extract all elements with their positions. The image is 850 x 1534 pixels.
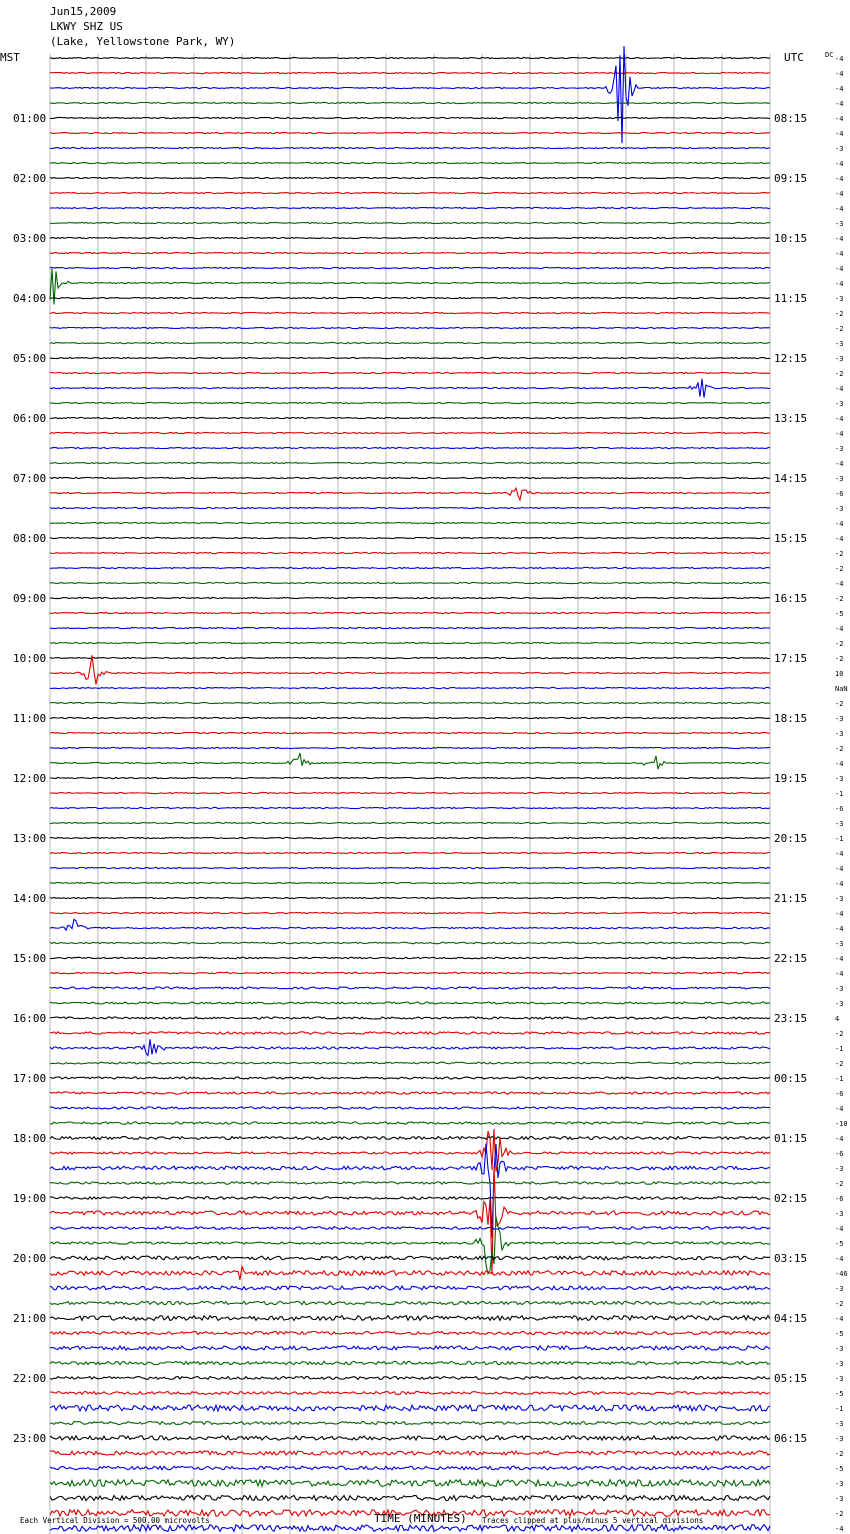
dc-offset-label: -4 (835, 265, 844, 273)
seismic-trace (50, 312, 770, 313)
mst-hour-label: 21:00 (13, 1312, 47, 1325)
seismic-trace (50, 222, 770, 223)
dc-offset-label: -3 (835, 145, 844, 153)
seismic-trace (50, 1301, 770, 1304)
dc-offset-label: -5 (835, 1240, 844, 1248)
seismic-trace (50, 1377, 770, 1380)
dc-offset-label: -3 (835, 295, 844, 303)
dc-offset-label: -4 (835, 175, 844, 183)
seismic-trace (50, 1346, 770, 1350)
dc-offset-label: -6 (835, 805, 844, 813)
seismic-trace (50, 1032, 770, 1034)
dc-offset-label: -3 (835, 985, 844, 993)
utc-hour-label: 18:15 (774, 712, 808, 725)
seismic-trace (50, 792, 770, 793)
dc-offset-label: -3 (835, 1210, 844, 1218)
dc-offset-label: -6 (835, 1090, 844, 1098)
seismic-trace (50, 432, 770, 433)
dc-offset-label: -2 (835, 325, 844, 333)
utc-hour-label: 06:15 (774, 1432, 808, 1445)
dc-offset-label: -2 (835, 655, 844, 663)
seismic-trace (50, 1480, 770, 1487)
mst-hour-label: 13:00 (13, 832, 47, 845)
dc-offset-label: -4 (835, 415, 844, 423)
mst-hour-label: 22:00 (13, 1372, 47, 1385)
dc-offset-label: -3 (835, 1375, 844, 1383)
seismic-trace (50, 267, 770, 268)
dc-offset-label: -4 (835, 925, 844, 933)
utc-hour-label: 23:15 (774, 1012, 808, 1025)
station-location: (Lake, Yellowstone Park, WY) (50, 35, 236, 48)
seismic-trace (50, 57, 770, 58)
seismic-trace (50, 687, 770, 688)
seismic-trace (50, 147, 770, 148)
seismic-trace (50, 1525, 770, 1532)
seismic-trace (50, 627, 770, 628)
seismic-trace (50, 1361, 770, 1364)
seismic-trace (50, 379, 770, 398)
seismic-trace (50, 717, 770, 718)
dc-offset-label: -4 (835, 580, 844, 588)
seismic-trace (50, 987, 770, 989)
utc-hour-label: 03:15 (774, 1252, 808, 1265)
seismic-trace (50, 1129, 770, 1172)
seismic-trace (50, 642, 770, 643)
seismic-trace (50, 837, 770, 838)
dc-offset-label: -2 (835, 595, 844, 603)
dc-offset-label: -3 (835, 715, 844, 723)
seismic-trace (50, 807, 770, 808)
utc-hour-label: 04:15 (774, 1312, 808, 1325)
seismic-trace (50, 972, 770, 974)
dc-offset-label: -4 (835, 280, 844, 288)
seismic-trace (50, 1332, 770, 1335)
seismic-trace (50, 1077, 770, 1079)
dc-offset-label: -1 (835, 1045, 844, 1053)
dc-offset-label: -2 (835, 700, 844, 708)
dc-offset-label: -5 (835, 610, 844, 618)
seismic-trace (50, 882, 770, 883)
mst-hour-label: 19:00 (13, 1192, 47, 1205)
dc-offset-label: -3 (835, 1480, 844, 1488)
seismic-trace (50, 72, 770, 73)
seismic-trace (50, 507, 770, 508)
dc-offset-label: -2 (835, 550, 844, 558)
station-code: LKWY SHZ US (50, 20, 123, 33)
seismic-trace (50, 1392, 770, 1395)
seismic-trace (50, 1144, 770, 1238)
dc-offset-label: -1 (835, 1405, 844, 1413)
utc-zone-label: UTC (784, 51, 804, 64)
seismic-trace (50, 597, 770, 598)
seismic-trace (50, 582, 770, 583)
seismic-trace (50, 777, 770, 778)
dc-offset-label: -2 (835, 1030, 844, 1038)
dc-offset-label: -4 (835, 115, 844, 123)
dc-offset-label: -2 (835, 1510, 844, 1518)
dc-offset-label: -5 (835, 1390, 844, 1398)
seismic-trace (50, 1466, 770, 1470)
dc-offset-label: -3 (835, 1165, 844, 1173)
dc-offset-label: -2 (835, 1180, 844, 1188)
seismic-trace (50, 867, 770, 868)
utc-hour-labels (774, 112, 807, 1445)
dc-offset-label: -4 (835, 910, 844, 918)
dc-offset-label: -2 (835, 1060, 844, 1068)
seismic-trace (50, 1286, 770, 1290)
dc-offset-label: 10 (835, 670, 844, 678)
dc-offset-label: -1 (835, 835, 844, 843)
dc-offset-label: -3 (835, 1345, 844, 1353)
seismic-trace (50, 1137, 770, 1140)
dc-offset-label: -4 (835, 85, 844, 93)
utc-hour-label: 02:15 (774, 1192, 808, 1205)
dc-offset-label: -4 (835, 205, 844, 213)
seismic-trace (50, 522, 770, 523)
dc-offset-label: -3 (835, 355, 844, 363)
seismic-trace (50, 237, 770, 238)
mst-hour-label: 23:00 (13, 1432, 47, 1445)
seismic-trace (50, 1451, 770, 1455)
seismic-trace (50, 447, 770, 448)
dc-offset-label: -3 (835, 1495, 844, 1503)
dc-offset-label: -3 (835, 475, 844, 483)
dc-offset-label: -4 (835, 1135, 844, 1143)
seismic-trace (50, 852, 770, 853)
mst-hour-label: 14:00 (13, 892, 47, 905)
mst-hour-label: 20:00 (13, 1252, 47, 1265)
seismic-trace (50, 462, 770, 463)
dc-offset-label: -3 (835, 1360, 844, 1368)
utc-hour-label: 19:15 (774, 772, 808, 785)
dc-offset-label: -4 (835, 850, 844, 858)
seismic-trace (50, 252, 770, 253)
dc-offset-label: -4 (835, 520, 844, 528)
dc-offset-label: -3 (835, 445, 844, 453)
seismic-trace (50, 1122, 770, 1124)
seismic-trace (50, 207, 770, 208)
seismic-trace (50, 1436, 770, 1440)
seismic-trace (50, 46, 770, 143)
dc-offset-label: -6 (835, 1150, 844, 1158)
utc-hour-label: 08:15 (774, 112, 808, 125)
seismic-trace (50, 567, 770, 568)
mst-hour-label: 15:00 (13, 952, 47, 965)
dc-offset-label: -3 (835, 775, 844, 783)
footer-clip-note: Traces clipped at plus/minus 5 vertical divisions (482, 1516, 704, 1525)
seismic-trace (50, 192, 770, 193)
utc-hour-label: 12:15 (774, 352, 808, 365)
seismic-trace (50, 102, 770, 103)
dc-offset-labels (835, 55, 848, 1534)
seismic-trace (50, 753, 770, 769)
footer-scale-note: Each Vertical Division = 500.00 microvolts (20, 1516, 210, 1525)
dc-offset-label: -3 (835, 1285, 844, 1293)
seismic-trace (50, 132, 770, 133)
dc-offset-label: -46 (835, 1270, 848, 1278)
dc-offset-label: -3 (835, 1000, 844, 1008)
seismic-trace (50, 1182, 770, 1185)
seismic-trace (50, 1062, 770, 1064)
dc-offset-label: -4 (835, 430, 844, 438)
seismic-trace (50, 897, 770, 898)
seismic-trace (50, 402, 770, 403)
mst-hour-label: 03:00 (13, 232, 47, 245)
seismic-trace (50, 1092, 770, 1094)
seismic-trace (50, 1017, 770, 1019)
dc-offset-label: 4 (835, 1015, 840, 1023)
dc-offset-label: -2 (835, 565, 844, 573)
dc-offset-label: -4 (835, 385, 844, 393)
utc-hour-label: 11:15 (774, 292, 808, 305)
dc-offset-label: -3 (835, 730, 844, 738)
seismic-trace (50, 1266, 770, 1280)
utc-hour-label: 17:15 (774, 652, 808, 665)
dc-offset-label: -4 (835, 250, 844, 258)
dc-offset-label: -4 (835, 1315, 844, 1323)
seismic-trace (50, 1227, 770, 1230)
plot-date: Jun15,2009 (50, 5, 117, 18)
mst-hour-label: 01:00 (13, 112, 47, 125)
seismic-trace (50, 912, 770, 913)
dc-offset-label: -4 (835, 190, 844, 198)
seismic-trace (50, 177, 770, 178)
mst-hour-label: 08:00 (13, 532, 47, 545)
mst-hour-label: 10:00 (13, 652, 47, 665)
seismic-trace (50, 1107, 770, 1109)
utc-hour-label: 05:15 (774, 1372, 808, 1385)
utc-hour-label: 22:15 (774, 952, 808, 965)
dc-offset-label: -4 (835, 955, 844, 963)
seismic-trace (50, 1256, 770, 1260)
utc-hour-label: 21:15 (774, 892, 808, 905)
dc-offset-label: -3 (835, 895, 844, 903)
dc-offset-label: -4 (835, 865, 844, 873)
mst-zone-label: MST (0, 51, 20, 64)
seismic-trace (50, 117, 770, 118)
seismic-trace (50, 732, 770, 733)
seismic-trace (50, 747, 770, 748)
dc-offset-label: -2 (835, 745, 844, 753)
seismic-trace (50, 957, 770, 959)
seismic-trace (50, 327, 770, 328)
dc-offset-label: -3 (835, 400, 844, 408)
mst-hour-label: 04:00 (13, 292, 47, 305)
mst-hour-labels (13, 112, 46, 1445)
x-axis-title: TIME (MINUTES) (374, 1512, 467, 1525)
utc-hour-label: 10:15 (774, 232, 808, 245)
dc-offset-label: -4 (835, 1255, 844, 1263)
dc-offset-label: -5 (835, 1465, 844, 1473)
dc-header-label: DC (825, 51, 834, 59)
utc-hour-label: 00:15 (774, 1072, 808, 1085)
seismic-trace (50, 1002, 770, 1004)
mst-hour-label: 05:00 (13, 352, 47, 365)
seismic-trace (50, 417, 770, 418)
seismic-trace (50, 537, 770, 538)
seismic-trace (50, 357, 770, 358)
seismic-traces (50, 46, 770, 1534)
seismic-trace (50, 612, 770, 613)
seismic-trace (50, 269, 770, 305)
dc-offset-label: -4 (835, 100, 844, 108)
dc-offset-label: -4 (835, 70, 844, 78)
utc-hour-label: 09:15 (774, 172, 808, 185)
seismic-trace (50, 702, 770, 703)
seismic-trace (50, 822, 770, 823)
mst-hour-label: 07:00 (13, 472, 47, 485)
dc-offset-label: -1 (835, 1075, 844, 1083)
dc-offset-label: -3 (835, 940, 844, 948)
dc-offset-label: -4 (835, 1525, 844, 1533)
dc-offset-label: NaN (835, 685, 848, 693)
dc-offset-label: -4 (835, 55, 844, 63)
seismic-trace (50, 942, 770, 944)
dc-offset-label: -4 (835, 160, 844, 168)
dc-offset-label: -3 (835, 505, 844, 513)
seismic-trace (50, 1405, 770, 1411)
seismic-trace (50, 1197, 770, 1200)
dc-offset-label: -2 (835, 1450, 844, 1458)
dc-offset-label: -4 (835, 760, 844, 768)
dc-offset-label: -6 (835, 490, 844, 498)
dc-offset-label: -4 (835, 880, 844, 888)
seismic-trace (50, 342, 770, 343)
dc-offset-label: -2 (835, 640, 844, 648)
dc-offset-label: -3 (835, 1435, 844, 1443)
seismic-trace (50, 1316, 770, 1321)
seismic-trace (50, 477, 770, 478)
mst-hour-label: 18:00 (13, 1132, 47, 1145)
dc-offset-label: -2 (835, 310, 844, 318)
dc-offset-label: -5 (835, 1330, 844, 1338)
utc-hour-label: 20:15 (774, 832, 808, 845)
dc-offset-label: -4 (835, 625, 844, 633)
dc-offset-label: -3 (835, 1420, 844, 1428)
seismic-trace (50, 488, 770, 500)
seismic-trace (50, 372, 770, 373)
mst-hour-label: 17:00 (13, 1072, 47, 1085)
seismic-trace (50, 1217, 770, 1274)
dc-offset-label: -4 (835, 970, 844, 978)
seismic-trace (50, 1422, 770, 1425)
utc-hour-label: 16:15 (774, 592, 808, 605)
dc-offset-label: -10 (835, 1120, 848, 1128)
mst-hour-label: 11:00 (13, 712, 47, 725)
utc-hour-label: 14:15 (774, 472, 808, 485)
dc-offset-label: -3 (835, 220, 844, 228)
dc-offset-label: -4 (835, 1105, 844, 1113)
dc-offset-label: -3 (835, 820, 844, 828)
dc-offset-label: -4 (835, 130, 844, 138)
dc-offset-label: -1 (835, 790, 844, 798)
seismic-trace (50, 1495, 770, 1500)
seismic-trace (50, 655, 770, 684)
mst-hour-label: 16:00 (13, 1012, 47, 1025)
utc-hour-label: 01:15 (774, 1132, 808, 1145)
mst-hour-label: 02:00 (13, 172, 47, 185)
mst-hour-label: 06:00 (13, 412, 47, 425)
dc-offset-label: -4 (835, 460, 844, 468)
utc-hour-label: 13:15 (774, 412, 808, 425)
mst-hour-label: 09:00 (13, 592, 47, 605)
seismic-trace (50, 657, 770, 658)
dc-offset-label: -4 (835, 1225, 844, 1233)
dc-offset-label: -2 (835, 1300, 844, 1308)
seismic-trace (50, 297, 770, 298)
dc-offset-label: -4 (835, 235, 844, 243)
dc-offset-label: -6 (835, 1195, 844, 1203)
dc-offset-label: -2 (835, 370, 844, 378)
seismic-trace (50, 1039, 770, 1055)
dc-offset-label: -3 (835, 340, 844, 348)
seismic-trace (50, 919, 770, 930)
dc-offset-label: -4 (835, 535, 844, 543)
utc-hour-label: 15:15 (774, 532, 808, 545)
seismic-trace (50, 552, 770, 553)
seismic-trace (50, 162, 770, 163)
mst-hour-label: 12:00 (13, 772, 47, 785)
